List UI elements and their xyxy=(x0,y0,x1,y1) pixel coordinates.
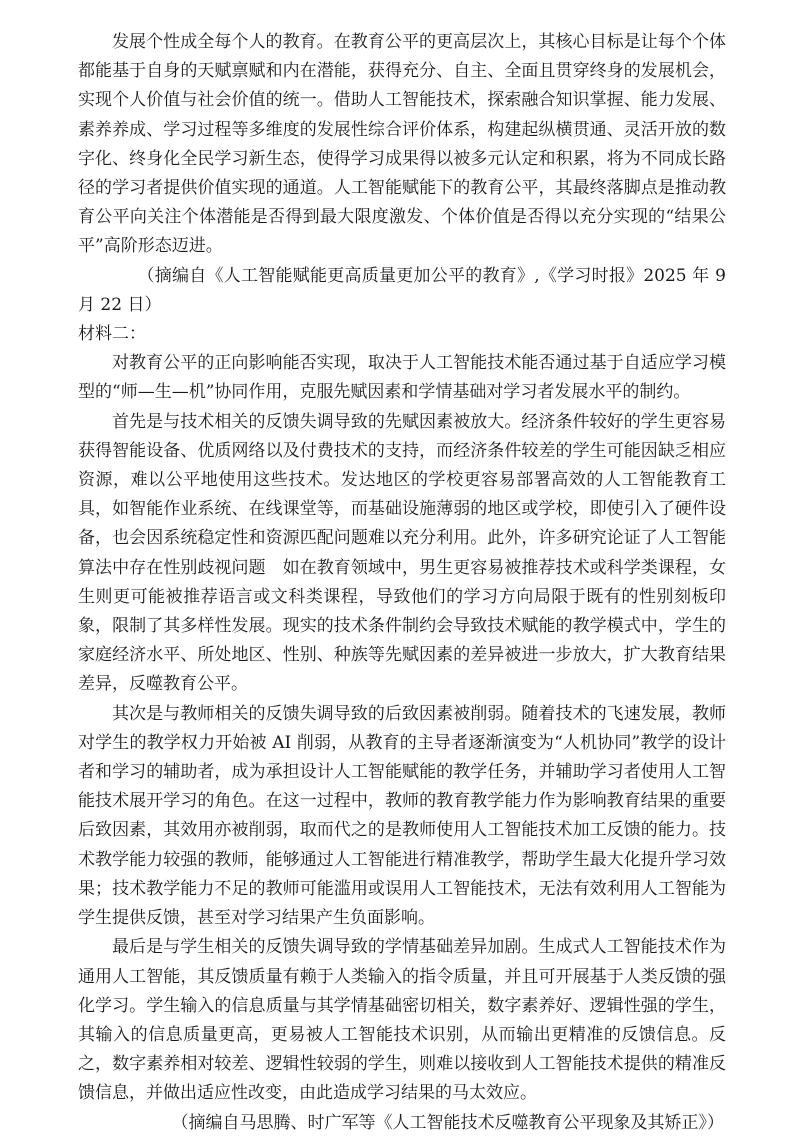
paragraph-technology: 首先是与技术相关的反馈失调导致的先赋因素被放大。经济条件较好的学生更容易获得智能设备、优质网络以及付费技术的支持，而经济条件较差的学生可能因缺乏相应资源，难以公平地使用这些技术。发达地区的学校更容易部署高效的人工智能教育工具，如智能作业系统、在线课堂等，而基础设施薄弱的地区或学校，即使引入了硬件设备，也会因系统稳定性和资源匹配问题难以充分利用。此外，许多研究论证了人工智能算法中存在性别歧视问题 如在教育领域中，男生更容易被推荐技术或科学类课程，女生则更可能被推荐语言或文科类课程，导致他们的学习方向局限于既有的性别刻板印象，限制了其多样性发展。现实的技术条件制约会导致技术赋能的教学模式中，学生的家庭经济水平、所处地区、性别、种族等先赋因素的差异被进一步放大，扩大教育结果差异，反噬教育公平。 xyxy=(78,411,726,695)
source-citation-two: （摘编自马思腾、时广军等《人工智能技术反噬教育公平现象及其矫正》） xyxy=(171,1112,724,1133)
paragraph-material-one-conclusion: 发展个性成全每个人的教育。在教育公平的更高层次上，其核心目标是让每个个体都能基于自身的天赋禀赋和内在潜能，获得充分、自主、全面且贯穿终身的发展机会，实现个人价值与社会价值的统一。借助人工智能技术，探索融合知识掌握、能力发展、素养养成、学习过程等多维度的发展性综合评价体系，构建起纵横贯通、灵活开放的数字化、终身化全民学习新生态，使得学习成果得以被多元认定和积累，将为不同成长路径的学习者提供价值实现的通道。人工智能赋能下的教育公平，其最终落脚点是推动教育公平向关注个体潜能是否得到最大限度激发、个体价值是否得以充分实现的“结果公平”高阶形态迈进。 xyxy=(78,32,726,257)
section-heading-material-two: 材料二： xyxy=(78,324,146,345)
paragraph-teacher: 其次是与教师相关的反馈失调导致的后致因素被削弱。随着技术的飞速发展，教师对学生的教学权力开始被 AI 削弱，从教育的主导者逐渐演变为“人机协同”教学的设计者和学习的辅助者，成为承担设计人工智能赋能的教学任务，并辅助学习者使用人工智能技术展开学习的角色。在这一过程中，教师的教育教学能力作为影响教育结果的重要后致因素，其效用亦被削弱，取而代之的是教师使用人工智能技术加工反馈的能力。技术教学能力较强的教师，能够通过人工智能进行精准教学，帮助学生最大化提升学习效果；技术教学能力不足的教师可能滥用或误用人工智能技术，无法有效利用人工智能为学生提供反馈，甚至对学习结果产生负面影响。 xyxy=(78,703,726,929)
document-page xyxy=(78,28,726,1138)
paragraph-intro: 对教育公平的正向影响能否实现，取决于人工智能技术能否通过基于自适应学习模型的“师—生—机”协同作用，克服先赋因素和学情基础对学习者发展水平的制约。 xyxy=(78,353,726,403)
source-citation-one: （摘编自《人工智能赋能更高质量更加公平的教育》,《学习时报》2025 年 9 月 22 日） xyxy=(78,265,726,315)
paragraph-student: 最后是与学生相关的反馈失调导致的学情基础差异加剧。生成式人工智能技术作为通用人工智能，其反馈质量有赖于人类输入的指令质量，并且可开展基于人类反馈的强化学习。学生输入的信息质量与其学情基础密切相关，数字素养好、逻辑性强的学生，其输入的信息质量更高，更易被人工智能技术识别，从而输出更精准的反馈信息。反之，数字素养相对较差、逻辑性较弱的学生，则难以接收到人工智能技术提供的精准反馈信息，并做出适应性改变，由此造成学习结果的马太效应。 xyxy=(78,937,726,1104)
